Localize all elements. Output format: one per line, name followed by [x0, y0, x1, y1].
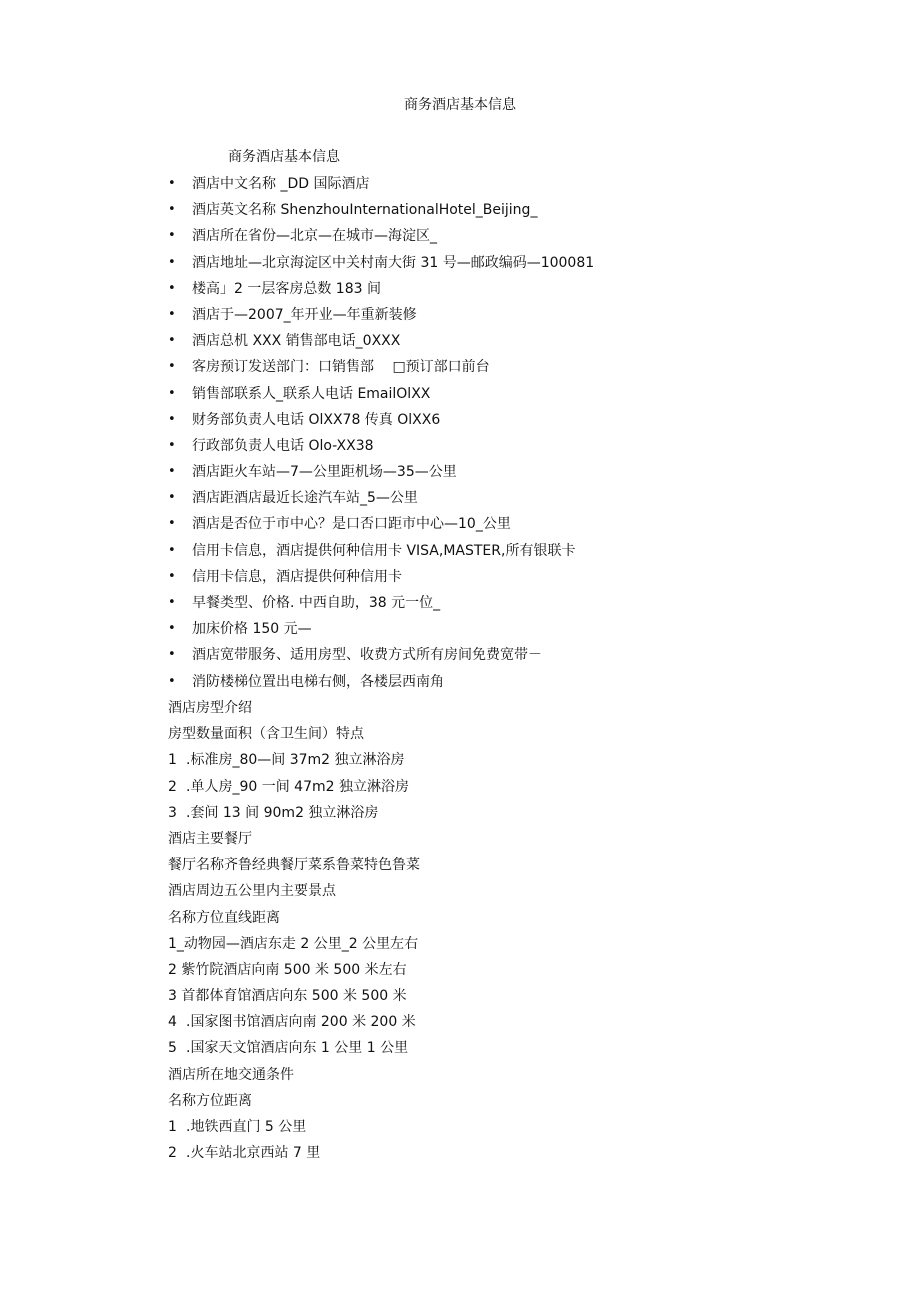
page-title: 商务酒店基本信息 — [404, 97, 516, 113]
text-line — [168, 1115, 420, 1141]
line-text: 酒店所在地交通条件 — [168, 1066, 294, 1083]
bullet-item — [0, 277, 594, 303]
bullet-text: 销售部联系人_联系人电话 EmailOlXX — [192, 385, 431, 402]
text-line — [168, 1010, 420, 1036]
line-text: .火车站北京西站 7 里 — [186, 1145, 321, 1162]
bullet-dot-icon: • — [168, 254, 176, 270]
line-number: 1 — [168, 752, 177, 769]
bullet-item — [0, 355, 594, 381]
text-line — [168, 906, 420, 932]
line-number: 5 — [168, 1040, 177, 1057]
bullet-text: 酒店于—2007_年开业—年重新装修 — [192, 306, 417, 323]
bullet-dot-icon: • — [168, 385, 176, 401]
text-line — [168, 853, 420, 879]
bullet-item — [0, 329, 594, 355]
line-text: 房型数量面积（含卫生间）特点 — [168, 726, 364, 743]
bullet-item — [0, 408, 594, 434]
text-line — [168, 932, 420, 958]
section-heading: 商务酒店基本信息 — [228, 149, 340, 165]
bullet-dot-icon: • — [168, 621, 176, 637]
bullet-item — [0, 382, 594, 408]
line-number: 4 — [168, 1014, 177, 1031]
line-text: .地铁西直门 5 公里 — [186, 1119, 307, 1135]
text-line — [168, 1089, 420, 1115]
text-line — [168, 879, 420, 905]
bullet-dot-icon: • — [168, 306, 176, 322]
line-text: .标准房_80—间 37m2 独立淋浴房 — [186, 752, 405, 769]
bullet-text: 酒店距酒店最近长途汽车站_5—公里 — [192, 490, 418, 507]
bullet-dot-icon: • — [168, 176, 176, 191]
bullet-text: 早餐类型、价格. 中西自助，38 元一位_ — [192, 595, 441, 611]
bullet-dot-icon: • — [168, 595, 176, 610]
bullet-item — [0, 251, 594, 277]
bullet-text: 酒店英文名称 ShenzhouInternationalHotel_Beijing_ — [192, 202, 538, 219]
bullet-text: 酒店是否位于市中心？是口否口距市中心—10_公里 — [192, 516, 511, 533]
bullet-dot-icon: • — [168, 359, 176, 375]
text-line — [168, 801, 420, 827]
bullet-dot-icon: • — [168, 228, 176, 244]
bullet-text: 酒店宽带服务、适用房型、收费方式所有房间免费宽带－ — [192, 647, 542, 664]
line-text: 餐厅名称齐鲁经典餐厅菜系鲁菜特色鲁菜 — [168, 857, 420, 874]
bullet-text: 信用卡信息，酒店提供何种信用卡 — [192, 568, 402, 585]
bullet-dot-icon: • — [168, 516, 176, 532]
bullet-item — [0, 303, 594, 329]
line-number: 1 — [168, 1119, 177, 1135]
line-number: 3 — [168, 804, 177, 821]
bullet-item — [0, 643, 594, 669]
bullet-item — [0, 591, 594, 617]
bullet-item — [0, 670, 594, 696]
line-text: 酒店主要餐厅 — [168, 830, 252, 847]
bullet-text: 信用卡信息，酒店提供何种信用卡 VISA,MASTER,所有银联卡 — [192, 542, 576, 559]
bullet-item — [0, 486, 594, 512]
line-number: 2 — [168, 1145, 177, 1162]
bullet-item — [0, 172, 594, 198]
bullet-text: 酒店地址—北京海淀区中关村南大街 31 号—邮政编码—100081 — [192, 254, 595, 271]
bullet-dot-icon: • — [168, 280, 176, 296]
bullet-text: 客房预订发送部门：口销售部 □预订部口前台 — [192, 359, 490, 376]
bullet-dot-icon: • — [168, 542, 176, 558]
text-line — [168, 984, 420, 1010]
line-text: 酒店房型介绍 — [168, 700, 252, 716]
bullet-text: 酒店总机 XXX 销售部电话_0XXX — [192, 333, 401, 350]
line-text: 1_动物园—酒店东走 2 公里_2 公里左右 — [168, 935, 419, 952]
bullet-text: 酒店中文名称 _DD 国际酒店 — [192, 176, 370, 192]
bullet-dot-icon: • — [168, 568, 176, 584]
line-text: .国家图书馆酒店向南 200 米 200 米 — [186, 1014, 416, 1031]
text-line — [168, 1036, 420, 1062]
line-text: .单人房_90 一间 47m2 独立淋浴房 — [186, 778, 409, 795]
bullet-list — [0, 172, 594, 696]
bullet-item — [0, 512, 594, 538]
line-text: .套间 13 间 90m2 独立淋浴房 — [186, 804, 379, 821]
bullet-dot-icon: • — [168, 673, 176, 689]
bullet-item — [0, 539, 594, 565]
bullet-item — [0, 617, 594, 643]
bullet-dot-icon: • — [168, 437, 176, 453]
bullet-text: 酒店距火车站—7—公里距机场—35—公里 — [192, 464, 457, 481]
text-line — [168, 827, 420, 853]
text-line — [168, 722, 420, 748]
line-text: .国家天文馆酒店向东 1 公里 1 公里 — [186, 1040, 409, 1057]
text-line — [168, 748, 420, 774]
bullet-item — [0, 460, 594, 486]
text-line — [168, 1141, 420, 1167]
bullet-dot-icon: • — [168, 490, 176, 506]
line-text: 酒店周边五公里内主要景点 — [168, 883, 336, 900]
bullet-text: 行政部负责人电话 Olo-XX38 — [192, 437, 374, 454]
bullet-text: 财务部负责人电话 OlXX78 传真 OlXX6 — [192, 411, 441, 428]
line-text: 2 紫竹院酒店向南 500 米 500 米左右 — [168, 961, 407, 978]
bullet-dot-icon: • — [168, 202, 176, 218]
bullet-item — [0, 224, 594, 250]
line-text: 名称方位距离 — [168, 1092, 252, 1109]
bullet-dot-icon: • — [168, 464, 176, 480]
bullet-text: 酒店所在省份—北京—在城市—海淀区_ — [192, 228, 437, 245]
bullet-text: 加床价格 150 元— — [192, 621, 312, 638]
bullet-item — [0, 198, 594, 224]
bullet-item — [0, 565, 594, 591]
bullet-dot-icon: • — [168, 411, 176, 427]
bullet-text: 楼高」2 一层客房总数 183 间 — [192, 280, 381, 297]
text-line — [168, 775, 420, 801]
bullet-text: 消防楼梯位置出电梯右侧，各楼层西南角 — [192, 673, 444, 690]
bullet-item — [0, 434, 594, 460]
line-text: 3 首都体育馆酒店向东 500 米 500 米 — [168, 988, 407, 1005]
line-text: 名称方位直线距离 — [168, 909, 280, 926]
text-line — [168, 1063, 420, 1089]
bullet-dot-icon: • — [168, 333, 176, 349]
text-line — [168, 696, 420, 722]
bullet-dot-icon: • — [168, 647, 176, 663]
text-line — [168, 958, 420, 984]
body-lines — [168, 696, 420, 1167]
line-number: 2 — [168, 778, 177, 795]
